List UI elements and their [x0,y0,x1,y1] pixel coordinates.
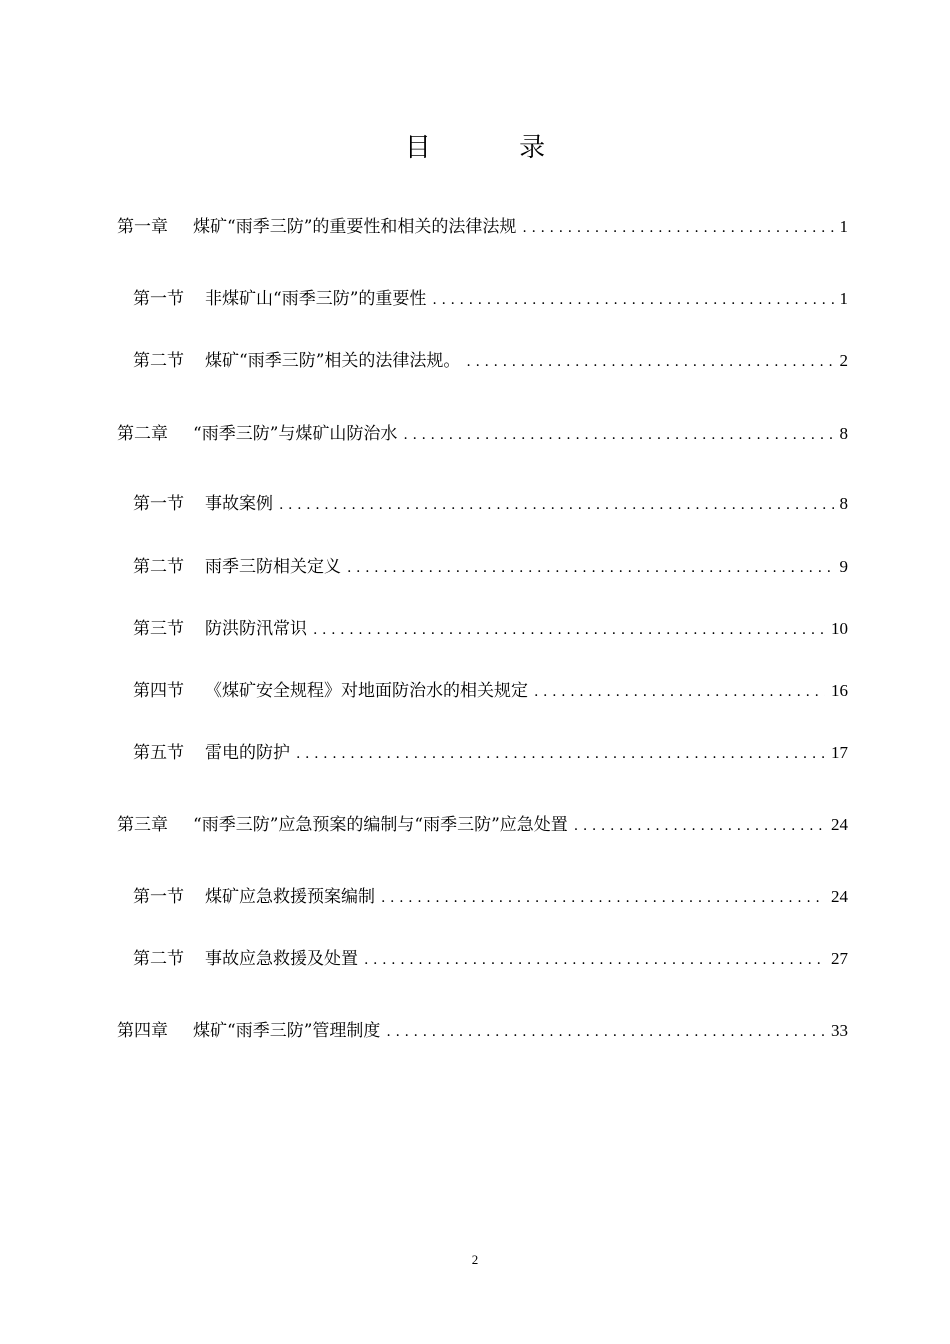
toc-entry-label: 第四节 [133,681,184,701]
toc-entry-page: 33 [831,1021,848,1040]
toc-entry-page: 24 [831,887,848,906]
toc-entry-page: 24 [831,815,848,834]
toc-entry-label: 第二节 [133,557,184,577]
toc-entry-text: 煤矿“雨季三防”管理制度 [193,1021,381,1041]
toc-entry-label: 第一章 [117,217,168,237]
toc-entry-label: 第二节 [133,949,184,969]
toc-entry-chapter[interactable] [117,812,848,838]
toc-entry-section[interactable] [133,946,848,972]
toc-entry-section[interactable] [133,678,848,704]
toc-entry-section[interactable] [133,491,848,517]
toc-entry-page: 17 [831,743,848,762]
toc-entry-label: 第五节 [133,743,184,763]
toc-entry-text: 煤矿“雨季三防”相关的法律法规。 [205,351,461,371]
toc-entry-section[interactable] [133,348,848,374]
toc-entry-page: 10 [831,619,848,638]
toc-entry-chapter[interactable] [117,1018,848,1044]
toc-entry-label: 第四章 [117,1021,168,1041]
toc-entry-text: 非煤矿山“雨季三防”的重要性 [205,289,427,309]
toc-title: 目 录 [404,133,586,163]
toc-entry-page: 2 [839,351,848,370]
toc-dot-leader [347,555,834,581]
toc-entry-page: 1 [839,289,848,308]
toc-entry-text: 防洪防汛常识 [205,619,307,639]
toc-entry-section[interactable] [133,884,848,910]
toc-entry-section[interactable] [133,554,848,580]
toc-entry-text: 《煤矿安全规程》对地面防治水的相关规定 [205,681,528,701]
toc-dot-leader [522,215,833,241]
toc-entry-page: 27 [831,949,848,968]
toc-entry-label: 第一节 [133,887,184,907]
toc-entry-text: 煤矿“雨季三防”的重要性和相关的法律法规 [193,217,517,237]
toc-entry-text: 雷电的防护 [205,743,290,763]
toc-dot-leader [386,1019,825,1045]
toc-dot-leader [364,947,825,973]
toc-entry-page: 8 [839,424,848,443]
toc-entry-text: 煤矿应急救援预案编制 [205,887,375,907]
toc-entry-text: 雨季三防相关定义 [205,557,341,577]
toc-entry-section[interactable] [133,616,848,642]
toc-entry-section[interactable] [133,740,848,766]
toc-dot-leader [432,287,833,313]
page-number: 2 [471,1252,479,1267]
toc-entry-label: 第一节 [133,494,184,514]
toc-entry-page: 9 [839,557,848,576]
toc-entry-label: 第一节 [133,289,184,309]
toc-entry-page: 16 [831,681,848,700]
toc-dot-leader [534,679,825,705]
toc-entry-label: 第二节 [133,351,184,371]
toc-entry-label: 第二章 [117,424,168,444]
toc-entry-text: 事故案例 [205,494,273,514]
toc-dot-leader [381,885,825,911]
toc-dot-leader [403,422,833,448]
toc-dot-leader [296,741,825,767]
toc-entry-text: 事故应急救援及处置 [205,949,358,969]
toc-entry-chapter[interactable] [117,421,848,447]
toc-entry-page: 8 [839,494,848,513]
toc-entry-chapter[interactable] [117,214,848,240]
toc-entry-label: 第三节 [133,619,184,639]
toc-entry-text: “雨季三防”与煤矿山防治水 [193,424,398,444]
toc-entry-section[interactable] [133,286,848,312]
toc-dot-leader [279,492,834,518]
toc-entry-label: 第三章 [117,815,168,835]
toc-dot-leader [466,349,833,375]
toc-entry-text: “雨季三防”应急预案的编制与“雨季三防”应急处置 [193,815,568,835]
toc-dot-leader [574,813,825,839]
toc-dot-leader [313,617,825,643]
toc-entry-page: 1 [839,217,848,236]
